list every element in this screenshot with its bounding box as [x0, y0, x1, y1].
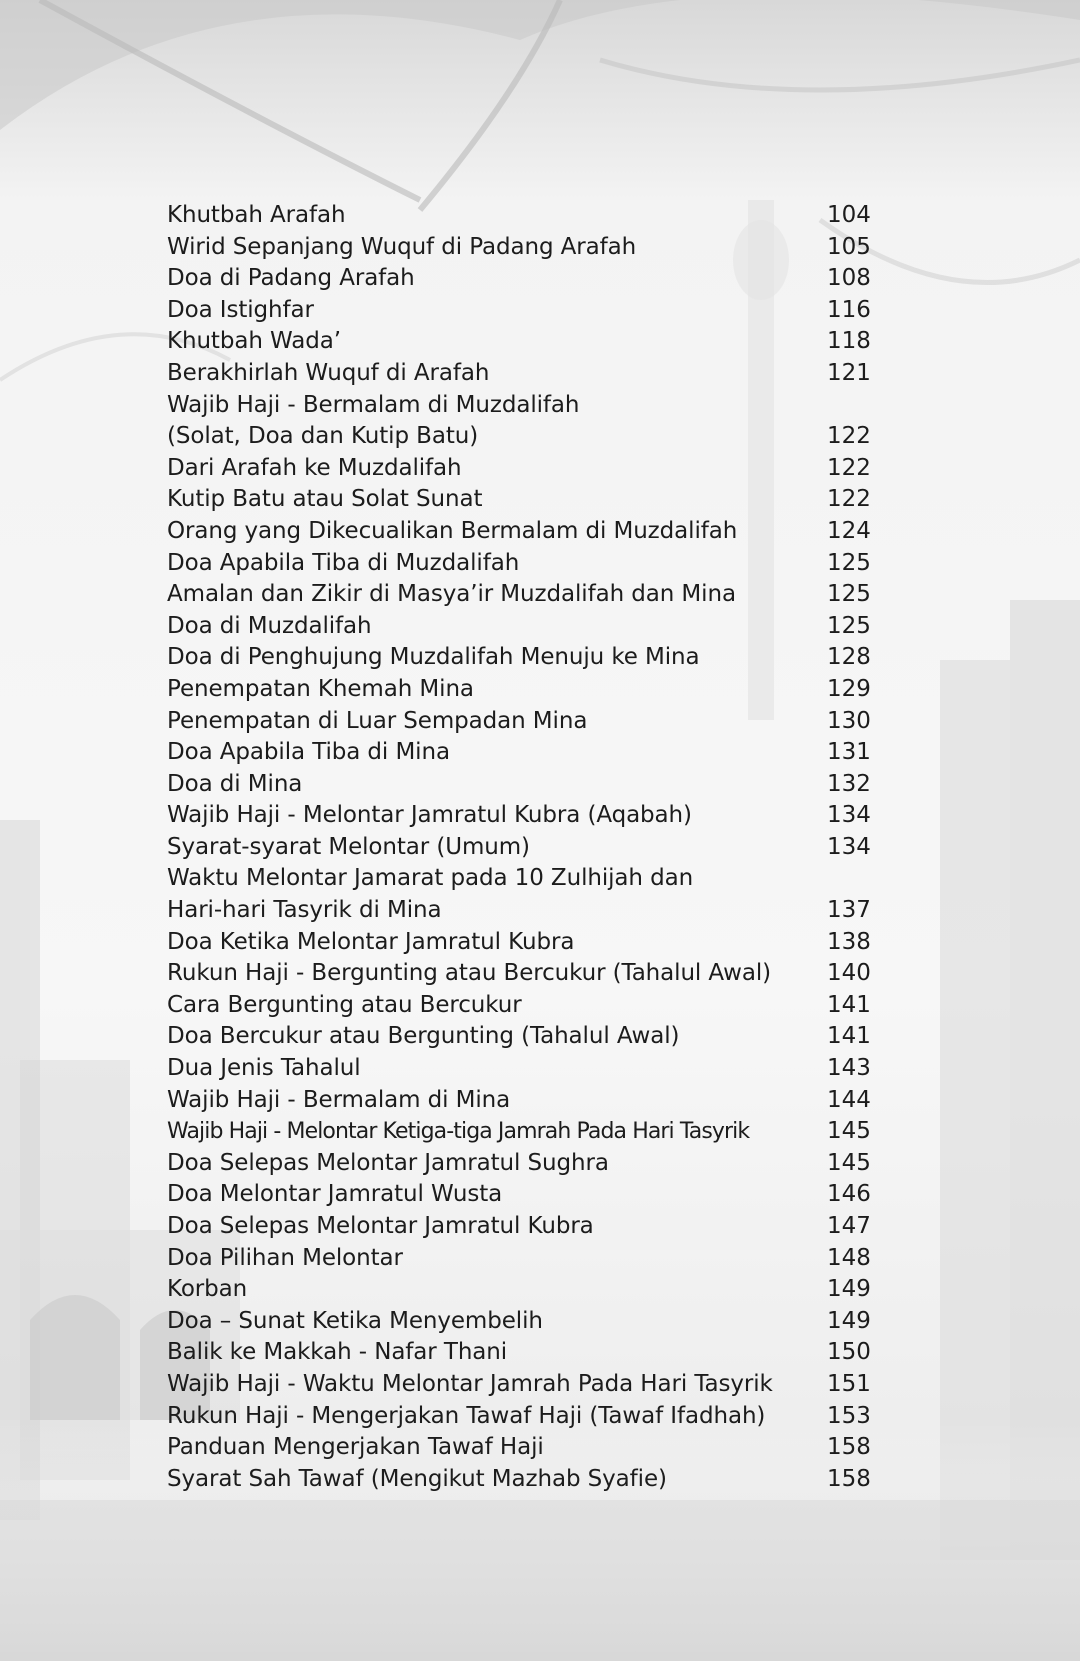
toc-entry-page-number: 130: [827, 707, 871, 734]
toc-entry: [167, 1053, 871, 1085]
toc-entry: [167, 737, 871, 769]
toc-entry-title: Wajib Haji - Bermalam di Muzdalifah: [167, 391, 580, 418]
toc-entry: [167, 200, 871, 232]
table-of-contents: [167, 200, 871, 1495]
toc-entry: [167, 1243, 871, 1275]
toc-entry-title: Wajib Haji - Bermalam di Mina: [167, 1086, 511, 1113]
toc-entry-page-number: 158: [827, 1434, 871, 1461]
toc-entry: [167, 263, 871, 295]
toc-entry: [167, 548, 871, 580]
toc-entry-title: Penempatan Khemah Mina: [167, 675, 474, 702]
toc-entry-page-number: 148: [827, 1244, 871, 1271]
toc-entry-page-number: 104: [827, 202, 871, 228]
toc-entry-page-number: 149: [827, 1307, 871, 1334]
toc-entry-title: Doa Apabila Tiba di Mina: [167, 739, 450, 766]
toc-entry: [167, 769, 871, 801]
toc-entry-title: Dua Jenis Tahalul: [167, 1055, 361, 1082]
toc-entry-title: Doa di Penghujung Muzdalifah Menuju ke Mina: [167, 644, 700, 671]
toc-entry: [167, 1306, 871, 1338]
toc-entry-title: Doa Pilihan Melontar: [167, 1244, 403, 1271]
toc-entry: [167, 895, 871, 927]
toc-entry-title: Penempatan di Luar Sempadan Mina: [167, 707, 588, 734]
toc-entry: [167, 832, 871, 864]
toc-entry-page-number: 138: [827, 928, 871, 955]
toc-entry: [167, 927, 871, 959]
toc-entry-page-number: 124: [827, 517, 871, 544]
toc-entry: [167, 579, 871, 611]
toc-entry-page-number: 153: [827, 1402, 871, 1429]
toc-entry: [167, 1337, 871, 1369]
toc-entry-title: Kutip Batu atau Solat Sunat: [167, 486, 483, 513]
toc-entry-page-number: 128: [827, 644, 871, 671]
toc-entry-title: Doa Bercukur atau Bergunting (Tahalul Awal): [167, 1023, 680, 1050]
toc-entry: [167, 1085, 871, 1117]
toc-entry-title: Doa Istighfar: [167, 296, 314, 323]
toc-entry-title: Doa di Muzdalifah: [167, 612, 372, 639]
toc-entry-title: Doa Melontar Jamratul Wusta: [167, 1181, 503, 1208]
toc-entry-title: Korban: [167, 1276, 248, 1303]
toc-entry-title: Balik ke Makkah - Nafar Thani: [167, 1339, 508, 1366]
toc-entry-title: Berakhirlah Wuquf di Arafah: [167, 359, 490, 386]
toc-entry-title: Wajib Haji - Waktu Melontar Jamrah Pada Hari Tasyrik: [167, 1370, 773, 1397]
toc-entry-page-number: 141: [827, 991, 871, 1018]
toc-entry: [167, 1401, 871, 1433]
toc-entry-page-number: 118: [827, 328, 871, 355]
toc-entry: [167, 1116, 871, 1148]
toc-entry-page-number: 137: [827, 897, 871, 924]
toc-entry-title: Rukun Haji - Mengerjakan Tawaf Haji (Tawaf Ifadhah): [167, 1402, 766, 1429]
toc-entry: [167, 1021, 871, 1053]
toc-entry: [167, 1179, 871, 1211]
toc-entry-page-number: 122: [827, 454, 871, 481]
toc-entry-title: Wirid Sepanjang Wuquf di Padang Arafah: [167, 233, 637, 260]
toc-entry-title: Doa di Mina: [167, 770, 303, 797]
toc-entry: [167, 484, 871, 516]
toc-entry-title: Khutbah Arafah: [167, 202, 346, 228]
toc-entry: [167, 1464, 871, 1496]
toc-entry: [167, 958, 871, 990]
toc-entry-title: Dari Arafah ke Muzdalifah: [167, 454, 462, 481]
toc-entry: [167, 611, 871, 643]
toc-entry-page-number: 125: [827, 612, 871, 639]
toc-entry-title: Doa Selepas Melontar Jamratul Sughra: [167, 1149, 609, 1176]
toc-entry-title: Wajib Haji - Melontar Jamratul Kubra (Aqabah): [167, 802, 692, 829]
toc-entry: [167, 642, 871, 674]
toc-entry-page-number: 105: [827, 233, 871, 260]
toc-entry-page-number: 125: [827, 549, 871, 576]
toc-entry-page-number: [827, 390, 867, 422]
toc-entry-page-number: 134: [827, 802, 871, 829]
toc-entry-page-number: 131: [827, 739, 871, 766]
toc-entry-page-number: 145: [827, 1118, 871, 1145]
toc-entry: [167, 674, 871, 706]
toc-entry-title: Syarat-syarat Melontar (Umum): [167, 833, 530, 860]
toc-entry: [167, 421, 871, 453]
toc-entry: [167, 800, 871, 832]
toc-entry-title: Doa – Sunat Ketika Menyembelih: [167, 1307, 543, 1334]
toc-entry-title: (Solat, Doa dan Kutip Batu): [167, 423, 479, 450]
toc-entry-title: Doa di Padang Arafah: [167, 265, 415, 292]
toc-entry-title: Doa Apabila Tiba di Muzdalifah: [167, 549, 520, 576]
toc-entry: [167, 1211, 871, 1243]
toc-entry-page-number: 150: [827, 1339, 871, 1366]
toc-entry-title: Orang yang Dikecualikan Bermalam di Muzdalifah: [167, 517, 738, 544]
toc-entry: [167, 863, 867, 895]
toc-entry-title: Doa Ketika Melontar Jamratul Kubra: [167, 928, 575, 955]
toc-entry: [167, 453, 871, 485]
toc-entry: [167, 706, 871, 738]
toc-entry: [167, 1432, 871, 1464]
toc-entry-title: Khutbah Wada’: [167, 328, 341, 355]
toc-entry: [167, 358, 871, 390]
toc-entry-page-number: 158: [827, 1465, 871, 1492]
toc-entry-page-number: 141: [827, 1023, 871, 1050]
toc-entry-title: Panduan Mengerjakan Tawaf Haji: [167, 1434, 544, 1461]
toc-entry-page-number: 116: [827, 296, 871, 323]
toc-entry: [167, 326, 871, 358]
toc-entry-page-number: 132: [827, 770, 871, 797]
toc-entry-page-number: 125: [827, 581, 871, 608]
toc-entry-page-number: 121: [827, 359, 871, 386]
toc-entry: [167, 295, 871, 327]
toc-entry-page-number: 140: [827, 960, 871, 987]
toc-entry-page-number: 134: [827, 833, 871, 860]
toc-entry: [167, 390, 867, 422]
toc-entry-title: Syarat Sah Tawaf (Mengikut Mazhab Syafie): [167, 1465, 667, 1492]
toc-entry-page-number: 151: [827, 1370, 871, 1397]
toc-entry-title: Hari-hari Tasyrik di Mina: [167, 897, 442, 924]
toc-entry-page-number: 144: [827, 1086, 871, 1113]
toc-entry-page-number: 143: [827, 1055, 871, 1082]
toc-entry: [167, 232, 871, 264]
toc-entry: [167, 1148, 871, 1180]
toc-entry-title: Waktu Melontar Jamarat pada 10 Zulhijah dan: [167, 865, 694, 892]
toc-entry: [167, 990, 871, 1022]
toc-entry-title: Rukun Haji - Bergunting atau Bercukur (Tahalul Awal): [167, 960, 771, 987]
toc-entry-page-number: 108: [827, 265, 871, 292]
toc-entry-page-number: 122: [827, 423, 871, 450]
toc-entry-page-number: 149: [827, 1276, 871, 1303]
toc-entry-title: Wajib Haji - Melontar Ketiga-tiga Jamrah Pada Hari Tasyrik: [167, 1119, 750, 1145]
toc-entry-title: Cara Bergunting atau Bercukur: [167, 991, 522, 1018]
toc-entry-page-number: 129: [827, 675, 871, 702]
toc-entry-page-number: 145: [827, 1149, 871, 1176]
toc-entry-page-number: 122: [827, 486, 871, 513]
toc-entry: [167, 1274, 871, 1306]
toc-entry: [167, 516, 871, 548]
toc-entry-title: Doa Selepas Melontar Jamratul Kubra: [167, 1213, 594, 1239]
toc-entry-title: Amalan dan Zikir di Masya’ir Muzdalifah dan Mina: [167, 581, 736, 608]
toc-entry: [167, 1369, 871, 1401]
toc-entry-page-number: 146: [827, 1181, 871, 1208]
toc-entry-page-number: 147: [827, 1213, 871, 1239]
toc-entry-page-number: [827, 863, 867, 895]
